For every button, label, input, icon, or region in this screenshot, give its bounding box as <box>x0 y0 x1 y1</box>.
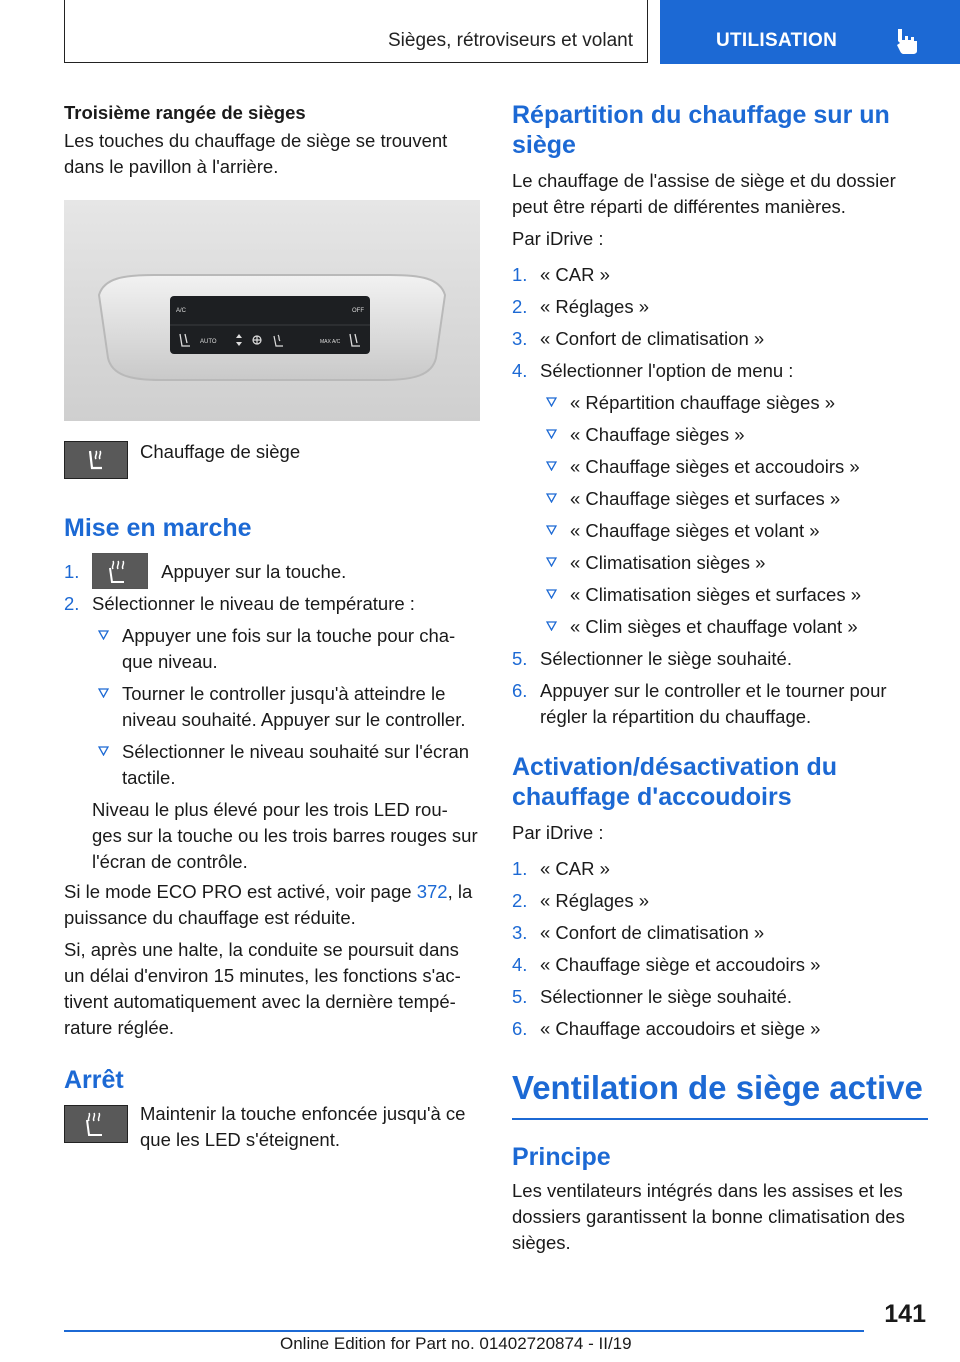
page-number: 141 <box>884 1300 926 1328</box>
list-item <box>512 358 928 640</box>
menu-option-text: « Climatisation sièges et surfaces » <box>570 584 861 605</box>
list-item <box>540 550 928 576</box>
step-text: Sélectionner le siège souhaité. <box>540 986 792 1007</box>
list-item <box>512 920 928 946</box>
menu-option-text: « Chauffage sièges et accoudoirs » <box>570 456 860 477</box>
level-bullets <box>92 623 480 791</box>
bullet-text: Tourner le controller jusqu'à atteindre le niveau souhaité. Appuyer sur le controller. <box>122 683 466 730</box>
triangle-bullet-icon <box>98 688 109 698</box>
off-instruction <box>64 1101 480 1161</box>
step-number: 5. <box>512 986 528 1007</box>
principle-heading: Principe <box>512 1143 611 1171</box>
eco-pro-text-end: , la puissance du chauffage est réduite. <box>64 881 473 928</box>
step-text: « Confort de climatisation » <box>540 922 765 943</box>
right-column <box>512 100 928 1256</box>
chapter-tab-label: UTILISATION <box>716 30 838 51</box>
step-number: 1. <box>512 858 528 879</box>
edition-footer: Online Edition for Part no. 01402720874 - II/19 <box>280 1334 632 1353</box>
bullet-text: Appuyer une fois sur la touche pour cha‐ que niveau. <box>122 625 456 672</box>
list-item <box>540 390 928 416</box>
step-number: 2. <box>512 890 528 911</box>
seat-heating-button-icon <box>92 553 148 589</box>
list-item <box>540 422 928 448</box>
step-number: 3. <box>512 328 528 349</box>
max-level-note: Niveau le plus élevé pour les trois LED rou‐ ges sur la touche ou les trois barres rouges sur l'écran de contrôle. <box>92 799 478 872</box>
triangle-bullet-icon <box>546 589 557 599</box>
step-text: Appuyer sur le controller et le tourner pour régler la répartition du chauffage. <box>540 680 887 727</box>
step-number: 2. <box>512 296 528 317</box>
distribution-text: Le chauffage de l'assise de siège et du dossier peut être réparti de différentes manières. <box>512 170 896 217</box>
menu-option-text: « Clim sièges et chauffage volant » <box>570 616 858 637</box>
section-title: Sièges, rétroviseurs et volant <box>387 30 633 51</box>
step-number: 6. <box>512 680 528 701</box>
panel-auto-label: AUTO <box>200 339 217 345</box>
triangle-bullet-icon <box>98 746 109 756</box>
triangle-bullet-icon <box>546 461 557 471</box>
list-item <box>64 591 480 875</box>
list-item <box>512 952 928 978</box>
seat-heating-legend <box>64 441 480 485</box>
list-item <box>540 486 928 512</box>
list-item <box>512 326 928 352</box>
menu-option-text: « Chauffage sièges et volant » <box>570 520 820 541</box>
triangle-bullet-icon <box>98 630 109 640</box>
step-text: « Réglages » <box>540 296 650 317</box>
panel-off-label: OFF <box>352 308 364 314</box>
list-item <box>512 294 928 320</box>
triangle-bullet-icon <box>546 397 557 407</box>
list-item <box>540 614 928 640</box>
step-text: « CAR » <box>540 264 610 285</box>
third-row-text: Les touches du chauffage de siège se trouvent dans le pavillon à l'arrière. <box>64 130 448 177</box>
step-text: Sélectionner le niveau de température : <box>92 593 415 614</box>
list-item <box>512 262 928 288</box>
list-item <box>512 646 928 672</box>
off-text: Maintenir la touche enfoncée jusqu'à ce que les LED s'éteignent. <box>140 1103 466 1150</box>
armrest-via-idrive-label: Par iDrive : <box>512 822 604 843</box>
resume-paragraph: Si, après une halte, la conduite se poursuit dans un délai d'environ 15 minutes, les fonctions s'ac‐ tivent automatiquement avec la dernière tempé‐ rature réglée. <box>64 939 461 1038</box>
step-number: 6. <box>512 1018 528 1039</box>
roof-control-panel-illustration <box>64 200 480 421</box>
distribution-heading: Répartition du chauffage sur un siège <box>512 101 890 159</box>
menu-options <box>540 390 928 640</box>
menu-option-text: « Répartition chauffage sièges » <box>570 392 836 413</box>
via-idrive-label: Par iDrive : <box>512 228 604 249</box>
header-section-box <box>64 0 648 63</box>
step-number: 5. <box>512 648 528 669</box>
list-item <box>540 518 928 544</box>
ventilation-heading: Ventilation de siège active <box>512 1068 928 1120</box>
list-item <box>540 454 928 480</box>
chapter-tab <box>660 0 960 64</box>
distribution-steps <box>512 262 928 730</box>
list-item <box>64 553 480 585</box>
step-number: 1. <box>64 561 80 582</box>
menu-option-text: « Chauffage sièges » <box>570 424 745 445</box>
triangle-bullet-icon <box>546 493 557 503</box>
step-number: 4. <box>512 954 528 975</box>
step-text: Sélectionner l'option de menu : <box>540 360 794 381</box>
menu-option-text: « Climatisation sièges » <box>570 552 766 573</box>
step-text: « Chauffage siège et accoudoirs » <box>540 954 821 975</box>
bullet-text: Sélectionner le niveau souhaité sur l'écran tactile. <box>122 741 470 788</box>
pointing-hand-icon <box>895 27 921 55</box>
eco-pro-paragraph <box>64 879 480 931</box>
step-text: « Chauffage accoudoirs et siège » <box>540 1018 821 1039</box>
step-number: 3. <box>512 922 528 943</box>
left-column <box>64 100 480 1161</box>
step-text: « Réglages » <box>540 890 650 911</box>
step-number: 1. <box>512 264 528 285</box>
page-link-372[interactable]: 372 <box>416 881 448 902</box>
step-number: 4. <box>512 360 528 381</box>
footer-divider <box>64 1330 864 1332</box>
list-item <box>512 678 928 730</box>
step-text: « CAR » <box>540 858 610 879</box>
seat-heating-button-icon <box>64 1105 128 1143</box>
list-item <box>92 623 480 675</box>
third-row-heading: Troisième rangée de sièges <box>64 102 306 123</box>
list-item <box>92 739 480 791</box>
triangle-bullet-icon <box>546 557 557 567</box>
triangle-bullet-icon <box>546 429 557 439</box>
principle-text: Les ventilateurs intégrés dans les assises et les dossiers garantissent la bonne climatisation des sièges. <box>512 1180 905 1253</box>
list-item <box>512 856 928 882</box>
switch-on-steps <box>64 553 480 875</box>
eco-pro-text: Si le mode ECO PRO est activé, voir page <box>64 881 417 902</box>
roof-control-panel-photo <box>64 200 480 421</box>
armrest-steps <box>512 856 928 1042</box>
triangle-bullet-icon <box>546 621 557 631</box>
list-item <box>512 888 928 914</box>
step-text: Sélectionner le siège souhaité. <box>540 648 792 669</box>
panel-fan-icon <box>253 336 261 344</box>
list-item <box>540 582 928 608</box>
seat-heating-button-icon <box>64 441 128 479</box>
panel-ac-label: A/C <box>176 308 187 314</box>
triangle-bullet-icon <box>546 525 557 535</box>
menu-option-text: « Chauffage sièges et surfaces » <box>570 488 841 509</box>
armrest-heading: Activation/désactivation du chauffage d'accoudoirs <box>512 753 838 811</box>
panel-max-ac-label: MAX A/C <box>320 339 341 345</box>
switch-on-heading: Mise en marche <box>64 514 252 542</box>
seat-heating-caption: Chauffage de siège <box>140 441 301 462</box>
step-text: « Confort de climatisation » <box>540 328 765 349</box>
off-heading: Arrêt <box>64 1066 124 1094</box>
step-number: 2. <box>64 593 80 614</box>
list-item <box>512 984 928 1010</box>
list-item <box>512 1016 928 1042</box>
list-item <box>92 681 480 733</box>
step-text: Appuyer sur la touche. <box>161 561 347 582</box>
